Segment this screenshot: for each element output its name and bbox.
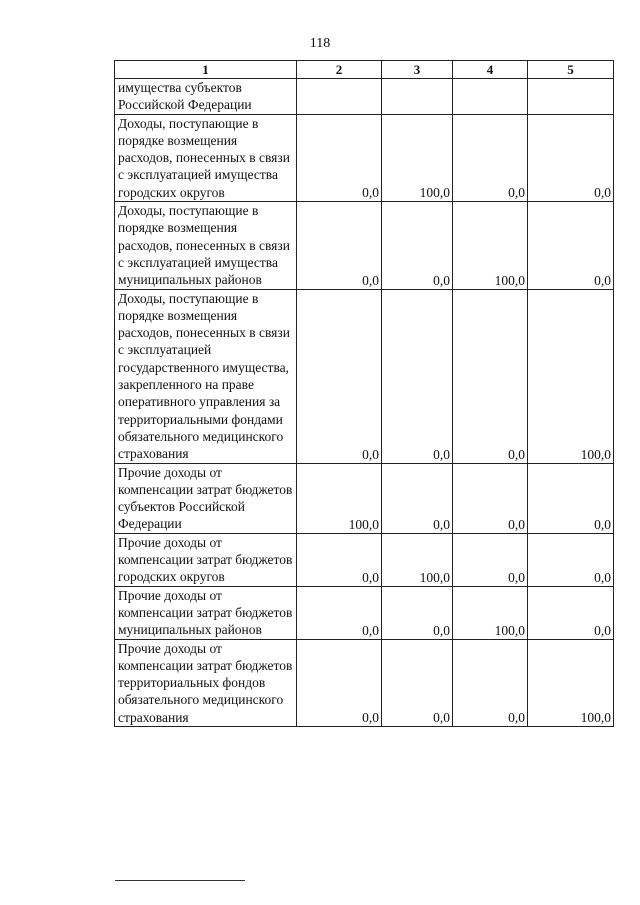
row-value-col-2: 0,0 <box>297 202 382 289</box>
table-header-row <box>115 61 614 79</box>
row-label: Доходы, поступающие в порядке возмещения расходов, понесенных в связи с эксплуатацией имущества городских округов <box>115 114 297 201</box>
row-value-col-4: 100,0 <box>453 202 528 289</box>
row-label: имущества субъектов Российской Федерации <box>115 79 297 115</box>
table-row <box>115 463 614 533</box>
row-value-col-5: 0,0 <box>528 586 614 639</box>
table-row <box>115 533 614 586</box>
row-value-col-3: 100,0 <box>382 114 453 201</box>
header-col-1: 1 <box>115 61 297 79</box>
row-value-col-2: 0,0 <box>297 533 382 586</box>
row-value-col-4: 0,0 <box>453 114 528 201</box>
row-label: Прочие доходы от компенсации затрат бюджетов городских округов <box>115 533 297 586</box>
table-row <box>115 79 614 115</box>
row-value-col-5: 100,0 <box>528 289 614 463</box>
header-col-2: 2 <box>297 61 382 79</box>
table-row <box>115 289 614 463</box>
row-label: Прочие доходы от компенсации затрат бюджетов муниципальных районов <box>115 586 297 639</box>
row-label: Прочие доходы от компенсации затрат бюджетов территориальных фондов обязательного медицинского страхования <box>115 639 297 726</box>
row-value-col-3: 0,0 <box>382 586 453 639</box>
header-col-5: 5 <box>528 61 614 79</box>
row-value-col-3: 0,0 <box>382 289 453 463</box>
row-value-col-5: 100,0 <box>528 639 614 726</box>
header-col-4: 4 <box>453 61 528 79</box>
row-value-col-5: 0,0 <box>528 463 614 533</box>
row-value-col-3: 0,0 <box>382 639 453 726</box>
row-value-col-2: 0,0 <box>297 639 382 726</box>
table-row <box>115 639 614 726</box>
row-value-col-3: 100,0 <box>382 533 453 586</box>
table-row <box>115 586 614 639</box>
revenue-table <box>114 60 614 727</box>
row-value-col-5: 0,0 <box>528 533 614 586</box>
row-value-col-4 <box>453 79 528 115</box>
row-value-col-4: 0,0 <box>453 463 528 533</box>
row-label: Доходы, поступающие в порядке возмещения расходов, понесенных в связи с эксплуатацией государственного имущества, закрепленного на праве оперативного управления за территориальными фондами обязательного медицинского страхования <box>115 289 297 463</box>
row-value-col-5: 0,0 <box>528 114 614 201</box>
row-value-col-3: 0,0 <box>382 463 453 533</box>
row-value-col-2: 0,0 <box>297 289 382 463</box>
row-value-col-2 <box>297 79 382 115</box>
row-value-col-2: 0,0 <box>297 114 382 201</box>
row-value-col-2: 100,0 <box>297 463 382 533</box>
row-label: Прочие доходы от компенсации затрат бюджетов субъектов Российской Федерации <box>115 463 297 533</box>
row-value-col-4: 0,0 <box>453 289 528 463</box>
header-col-3: 3 <box>382 61 453 79</box>
row-value-col-4: 100,0 <box>453 586 528 639</box>
row-value-col-3 <box>382 79 453 115</box>
row-value-col-5: 0,0 <box>528 202 614 289</box>
row-label: Доходы, поступающие в порядке возмещения расходов, понесенных в связи с эксплуатацией имущества муниципальных районов <box>115 202 297 289</box>
row-value-col-5 <box>528 79 614 115</box>
row-value-col-4: 0,0 <box>453 533 528 586</box>
page-number: 118 <box>309 36 331 51</box>
row-value-col-2: 0,0 <box>297 586 382 639</box>
row-value-col-4: 0,0 <box>453 639 528 726</box>
table-row <box>115 114 614 201</box>
footnote-separator <box>115 880 245 881</box>
row-value-col-3: 0,0 <box>382 202 453 289</box>
table-row <box>115 202 614 289</box>
